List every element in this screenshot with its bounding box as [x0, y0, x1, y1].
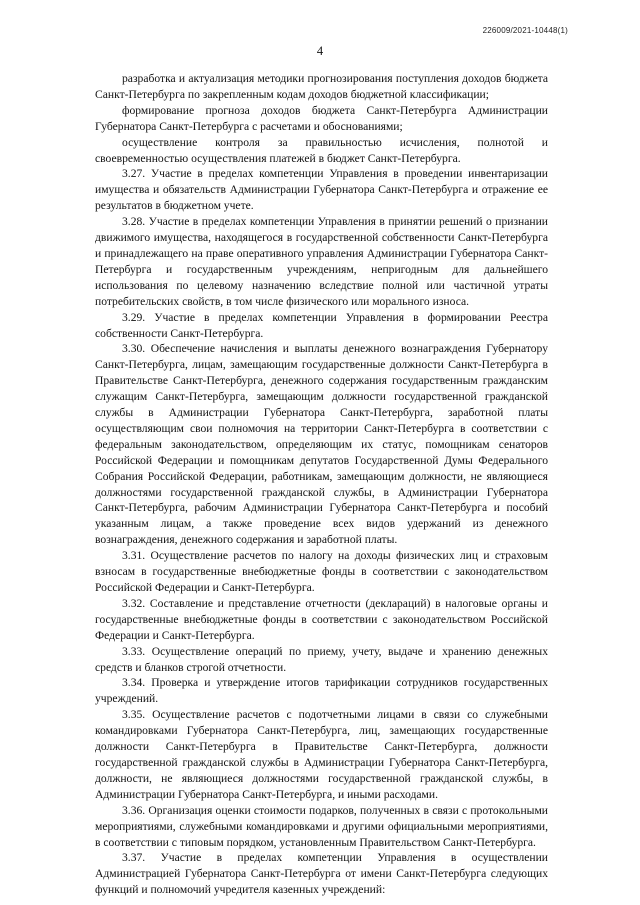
paragraph: 3.32. Составление и представление отчетности (деклараций) в налоговые органы и государственные внебюджетные фонды в соответствии с законодательством Российской Федерации и Санкт-Петербурга.	[95, 596, 548, 642]
paragraph: 3.35. Осуществление расчетов с подотчетными лицами в связи со служебными командировками Губернатора Санкт-Петербурга, лиц, замещающих государственные должности Санкт-Петербурга в Правительстве Санкт-Петербурга, должности государственной гражданской службы в Администрации Губернатора Санкт-Петербурга, должности, не являющиеся должностями государственной гражданской службы, в Администрации Губернатора Санкт-Петербурга, и иными расходами.	[95, 708, 548, 801]
document-body	[95, 71, 548, 898]
paragraph: 3.31. Осуществление расчетов по налогу на доходы физических лиц и страховым взносам в государственные внебюджетные фонды в соответствии с законодательством Российской Федерации и Санкт-Петербурга.	[95, 549, 548, 594]
paragraph: 3.36. Организация оценки стоимости подарков, полученных в связи с протокольными мероприятиями, служебными командировками и другими официальными мероприятиями, в соответствии с типовым порядком, установленным Правительством Санкт-Петербурга.	[95, 803, 548, 849]
paragraph: 3.29. Участие в пределах компетенции Управления в формировании Реестра собственности Санкт-Петербурга.	[95, 310, 548, 340]
paragraph: осуществление контроля за правильностью исчисления, полнотой и своевременностью осуществления платежей в бюджет Санкт-Петербурга.	[95, 135, 548, 165]
document-id: 226009/2021-10448(1)	[482, 26, 568, 35]
paragraph: 3.34. Проверка и утверждение итогов тарификации сотрудников государственных учреждений.	[95, 676, 548, 706]
page-number: 4	[316, 44, 324, 58]
paragraph: 3.28. Участие в пределах компетенции Управления в принятии решений о признании движимого имущества, находящегося в государственной собственности Санкт-Петербурга и принадлежащего на праве оперативного управления Администрации Губернатора Санкт-Петербурга и государственным учреждениям, непригодным для дальнейшего использования по целевому назначению вследствие полной или частичной утраты потребительских свойств, в том числе физического или морального износа.	[95, 215, 548, 308]
paragraph: 3.37. Участие в пределах компетенции Управления в осуществлении Администрацией Губернатора Санкт-Петербурга от имени Санкт-Петербурга следующих функций и полномочий учредителя казенных учреждений:	[95, 851, 548, 897]
paragraph: 3.27. Участие в пределах компетенции Управления в проведении инвентаризации имущества и обязательств Администрации Губернатора Санкт-Петербурга и отражение ее результатов в бюджетном учете.	[95, 167, 548, 213]
paragraph: 3.33. Осуществление операций по приему, учету, выдаче и хранению денежных средств и бланков строгой отчетности.	[95, 644, 548, 674]
paragraph: формирование прогноза доходов бюджета Санкт-Петербурга Администрации Губернатора Санкт-Петербурга с расчетами и обоснованиями;	[95, 103, 548, 133]
paragraph: разработка и актуализация методики прогнозирования поступления доходов бюджета Санкт-Петербурга по закрепленным кодам доходов бюджетной классификации;	[95, 72, 548, 101]
paragraph: 3.30. Обеспечение начисления и выплаты денежного вознаграждения Губернатору Санкт-Петербурга, лицам, замещающим государственные должности Санкт-Петербурга в Правительстве Санкт-Петербурга, денежного содержания государственным гражданским служащим Санкт-Петербурга, замещающим должности государственной гражданской службы в Администрации Губернатора Санкт-Петербурга, заработной платы осуществляющим свои полномочия на территории Санкт-Петербурга в соответствии с федеральным законодательством, определяющим их статус, помощникам сенаторов Российской Федерации и помощникам депутатов Государственной Думы Федерального Собрания Российской Федерации, работникам, замещающим должности, не являющиеся должностями государственной гражданской службы, в Администрации Губернатора Санкт-Петербурга, рабочим Администрации Губернатора Санкт-Петербурга и пособий указанным лицам, а также проведение всех видов удержаний из денежного вознаграждения, денежного содержания и заработной платы.	[95, 342, 548, 547]
